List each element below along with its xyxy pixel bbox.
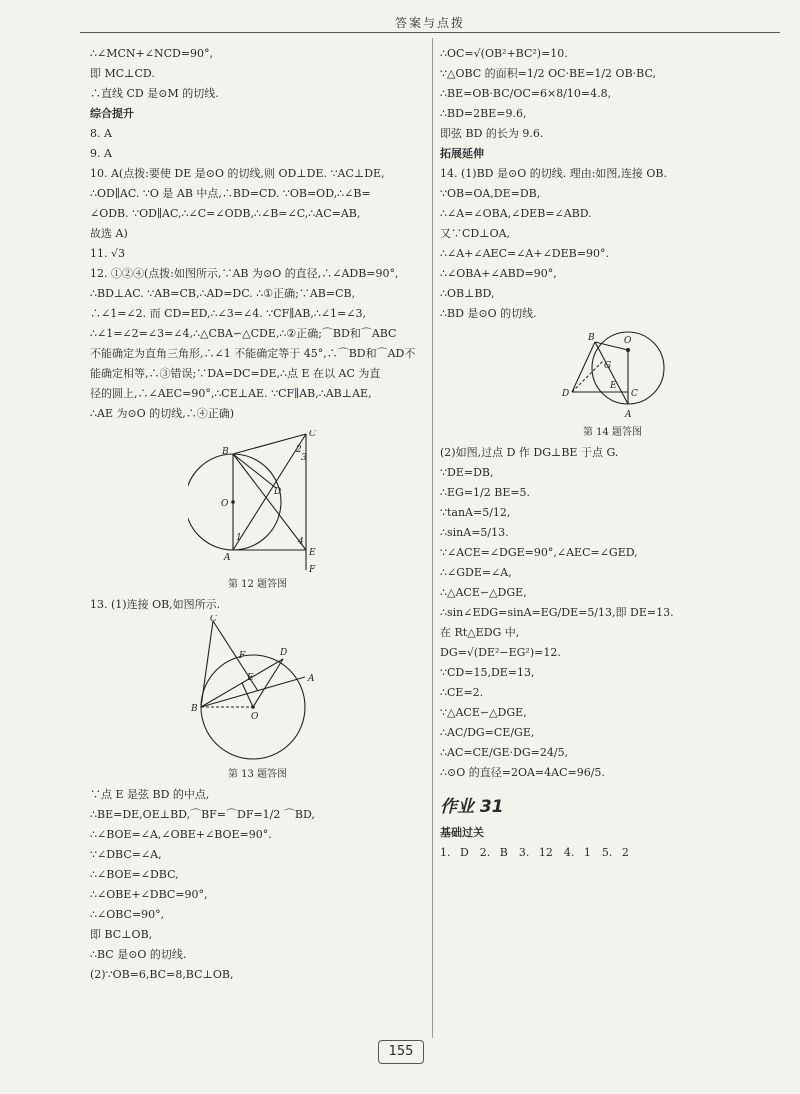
text-line: 14. (1)BD 是⊙O 的切线. 理由:如图,连接 OB.	[440, 167, 667, 180]
text-line: 即弦 BD 的长为 9.6.	[440, 127, 544, 140]
page-number: 155	[378, 1040, 424, 1064]
text-line: 8. A	[90, 127, 112, 140]
text-line: ∵CD=15,DE=13,	[440, 666, 535, 679]
text-line: 不能确定为直角三角形,∴∠1 不能确定等于 45°,∴⌒BD和⌒AD不	[90, 347, 416, 360]
text-line: ∴∠BOE=∠DBC,	[90, 868, 179, 881]
text-line: 13. (1)连接 OB,如图所示.	[90, 598, 221, 611]
fig14-label-d: D	[561, 389, 569, 399]
text-line: ∴∠OBC=90°,	[90, 908, 165, 921]
text-line: 即 MC⊥CD.	[90, 67, 155, 80]
text-line: ∴∠GDE=∠A,	[440, 566, 512, 579]
fig14-label-c: C	[630, 389, 638, 399]
text-line: ∴BD⊥AC. ∵AB=CB,∴AD=DC. ∴①正确;∵AB=CB,	[90, 287, 356, 300]
text-line: ∴直线 CD 是⊙M 的切线.	[90, 87, 219, 100]
text-line: ∵DE=DB,	[440, 466, 494, 479]
text-line: 10. A(点拨:要使 DE 是⊙O 的切线,则 OD⊥DE. ∵AC⊥DE,	[90, 167, 385, 180]
text-line: ∴∠A=∠OBA,∠DEB=∠ABD.	[440, 207, 592, 220]
text-line: ∴∠OBA+∠ABD=90°,	[440, 267, 557, 280]
text-line: ∴OC=√(OB²+BC²)=10.	[440, 47, 568, 60]
right-lines-c	[440, 443, 785, 783]
text-line: ∴BD 是⊙O 的切线.	[440, 307, 537, 320]
text-line: ∴OD∥AC. ∵O 是 AB 中点,∴BD=CD. ∵OB=OD,∴∠B=	[90, 187, 371, 200]
fig13-label-a: A	[307, 674, 314, 684]
text-line: 能确定相等,∴③错误;∵DA=DC=DE,∴点 E 在以 AC 为直	[90, 367, 381, 380]
text-line: ∠ODB. ∵OD∥AC,∴∠C=∠ODB,∴∠B=∠C,∴AC=AB,	[90, 207, 361, 220]
text-line: 9. A	[90, 147, 112, 160]
fig13-label-c: C	[209, 615, 217, 624]
homework-title: 作业 31	[440, 797, 504, 817]
fig14-label-e: E	[609, 381, 617, 391]
fig12-label-4: 4	[297, 537, 304, 547]
text-line: ∴BD=2BE=9.6,	[440, 107, 527, 120]
fig13-label-d: D	[279, 648, 287, 658]
text-line: ∴sinA=5/13.	[440, 526, 509, 539]
text-line: 11. √3	[90, 247, 125, 260]
figure-12-diagram	[188, 430, 328, 575]
text-line: ∴∠A+∠AEC=∠A+∠DEB=90°.	[440, 247, 609, 260]
text-line: ∴∠1=∠2=∠3=∠4,∴△CBA∽△CDE,∴②正确;⌒BD和⌒ABC	[90, 327, 397, 340]
section-heading: 基础过关	[440, 826, 484, 839]
left-lines-a	[90, 44, 425, 104]
left-lines-b	[90, 124, 425, 424]
figure-13-caption: 第 13 题答图	[227, 769, 288, 780]
text-line: ∵∠DBC=∠A,	[90, 848, 162, 861]
fig13-label-o: O	[250, 712, 258, 722]
text-line: ∴∠MCN+∠NCD=90°,	[90, 47, 214, 60]
fig14-label-b: B	[587, 333, 595, 343]
text-line: ∴EG=1/2 BE=5.	[440, 486, 531, 499]
text-line: ∴AC/DG=CE/GE,	[440, 726, 535, 739]
fig12-label-3: 3	[300, 453, 307, 463]
right-column	[440, 44, 785, 863]
figure-13	[183, 615, 333, 765]
text-line: 又∵CD⊥OA,	[440, 227, 511, 240]
text-line: 在 Rt△EDG 中,	[440, 626, 520, 639]
text-line: ∴∠BOE=∠A,∠OBE+∠BOE=90°.	[90, 828, 272, 841]
text-line: ∵OB=OA,DE=DB,	[440, 187, 541, 200]
figure-12-caption: 第 12 题答图	[227, 579, 288, 590]
text-line: ∵∠ACE=∠DGE=90°,∠AEC=∠GED,	[440, 546, 638, 559]
fig13-label-f: F	[238, 651, 245, 661]
fig12-label-d: D	[273, 487, 281, 497]
text-line: 径的圆上,∴∠AEC=90°,∴CE⊥AE. ∵CF∥AB,∴AB⊥AE,	[90, 387, 372, 400]
text-line: ∵△ACE∽△DGE,	[440, 706, 527, 719]
text-line: (2)∵OB=6,BC=8,BC⊥OB,	[90, 968, 234, 981]
figure-12	[188, 430, 328, 575]
section-heading: 综合提升	[90, 107, 134, 120]
page-header	[80, 10, 780, 33]
fig12-label-o: O	[220, 499, 228, 509]
left-lines-c	[90, 785, 425, 985]
fig14-label-o: O	[623, 336, 631, 346]
text-line: ∵tanA=5/12,	[440, 506, 511, 519]
fig14-label-a: A	[624, 410, 631, 420]
text-line: ∴BE=DE,OE⊥BD,⌒BF=⌒DF=1/2 ⌒BD,	[90, 808, 315, 821]
text-line: 12. ①②④(点拨:如图所示,∵AB 为⊙O 的直径,∴∠ADB=90°,	[90, 267, 399, 280]
fig12-label-c: C	[308, 430, 316, 439]
text-line: ∴∠OBE+∠DBC=90°,	[90, 888, 208, 901]
fig13-label-b: B	[190, 704, 198, 714]
text-line: ∴⊙O 的直径=2OA=4AC=96/5.	[440, 766, 605, 779]
text-line: (2)如图,过点 D 作 DG⊥BE 于点 G.	[440, 446, 619, 459]
figure-14-diagram	[558, 328, 668, 423]
text-line: ∴BE=OB·BC/OC=6×8/10=4.8,	[440, 87, 612, 100]
text-line: ∵点 E 是弦 BD 的中点,	[90, 788, 210, 801]
fig12-label-e: E	[308, 548, 316, 558]
fig12-label-f: F	[308, 565, 315, 575]
fig13-label-e: E	[246, 673, 254, 683]
text-line: ∵△OBC 的面积=1/2 OC·BE=1/2 OB·BC,	[440, 67, 656, 80]
text-line: ∴AC=CE/GE·DG=24/5,	[440, 746, 569, 759]
left-column	[90, 44, 425, 985]
header-title: 答案与点拨	[394, 16, 465, 30]
answer-list: 1. D 2. B 3. 12 4. 1 5. 2	[440, 846, 629, 859]
fig12-label-b: B	[221, 447, 229, 457]
right-lines-b	[440, 164, 785, 324]
text-line: 即 BC⊥OB,	[90, 928, 153, 941]
figure-13-diagram	[183, 615, 333, 765]
right-lines-a	[440, 44, 785, 144]
text-line: ∴CE=2.	[440, 686, 484, 699]
text-line: ∴AE 为⊙O 的切线,∴④正确)	[90, 407, 234, 420]
text-line: ∴OB⊥BD,	[440, 287, 495, 300]
figure-14-caption: 第 14 题答图	[582, 427, 643, 438]
fig14-label-g: G	[603, 361, 611, 371]
figure-14	[558, 328, 668, 423]
text-line: ∴∠1=∠2. 而 CD=ED,∴∠3=∠4. ∵CF∥AB,∴∠1=∠3,	[90, 307, 366, 320]
section-heading: 拓展延伸	[440, 147, 484, 160]
fig12-label-1: 1	[235, 533, 242, 543]
fig12-label-a: A	[223, 553, 230, 563]
text-line: ∴BC 是⊙O 的切线.	[90, 948, 187, 961]
text-line: ∴sin∠EDG=sinA=EG/DE=5/13,即 DE=13.	[440, 606, 674, 619]
text-line: DG=√(DE²−EG²)=12.	[440, 646, 561, 659]
fig12-label-2: 2	[295, 445, 302, 455]
column-divider	[432, 38, 433, 1038]
text-line: 故选 A)	[90, 227, 128, 240]
text-line: ∴△ACE∽△DGE,	[440, 586, 527, 599]
